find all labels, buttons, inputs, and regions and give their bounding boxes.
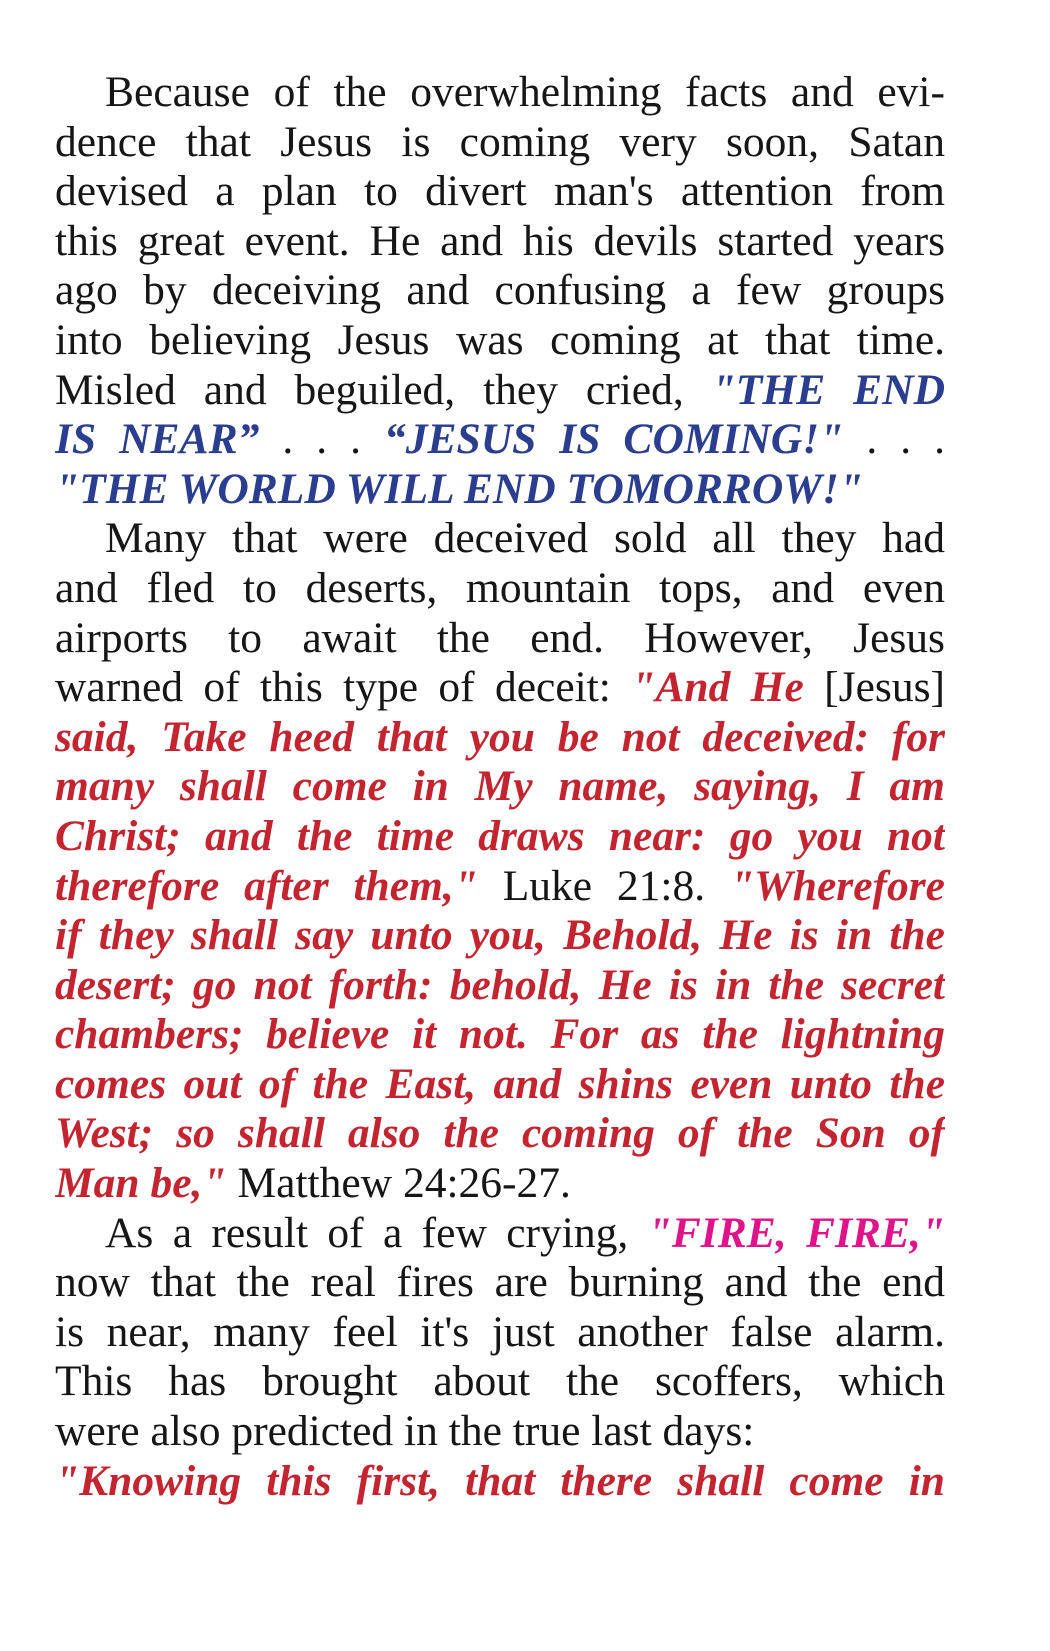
quote-text: said, Take heed that you be not deceived: for xyxy=(55,712,945,761)
text-line xyxy=(55,762,945,812)
quote-text: West; so shall also the coming of the Son of xyxy=(55,1109,945,1158)
text-line xyxy=(55,812,945,862)
quote-text: if they shall say unto you, Behold, He is in the xyxy=(55,911,945,960)
paragraph xyxy=(55,1209,945,1507)
text-line xyxy=(55,1159,945,1209)
text-line xyxy=(55,316,945,366)
text-line xyxy=(55,713,945,763)
text-line xyxy=(55,663,945,713)
quote-text: "THE WORLD WILL END TOMORROW!" xyxy=(55,464,864,513)
text-line xyxy=(55,266,945,316)
text-line xyxy=(55,68,945,118)
text-line xyxy=(55,465,945,515)
body-text: . . . xyxy=(259,415,384,464)
text-line xyxy=(55,1258,945,1308)
text-line xyxy=(55,1407,945,1457)
text-line xyxy=(55,1109,945,1159)
quote-text: IS NEAR” xyxy=(55,415,260,464)
quote-text: “JESUS IS COMING!" xyxy=(383,415,844,464)
quote-text: many shall come in My name, saying, I am xyxy=(55,762,945,811)
body-text: is near, many feel it's just another false alarm. xyxy=(55,1307,945,1356)
body-text: now that the real fires are burning and the end xyxy=(55,1258,945,1307)
text-line xyxy=(55,118,945,168)
body-text: Many that were deceived sold all they had xyxy=(105,514,945,563)
text-line xyxy=(55,514,945,564)
body-text: and fled to deserts, mountain tops, and even xyxy=(55,563,945,612)
body-text: this great event. He and his devils started years xyxy=(55,216,945,265)
quote-text: chambers; believe it not. For as the lightning xyxy=(55,1010,945,1059)
body-text: [Jesus] xyxy=(803,663,945,712)
quote-text: "Knowing this first, that there shall come in xyxy=(55,1456,945,1505)
quote-text: Man be," xyxy=(55,1159,227,1208)
body-text: dence that Jesus is coming very soon, Satan xyxy=(55,117,945,166)
text-line xyxy=(55,1209,945,1259)
text-line xyxy=(55,366,945,416)
body-text: devised a plan to divert man's attention from xyxy=(55,167,945,216)
text-line xyxy=(55,614,945,664)
text-line xyxy=(55,415,945,465)
text-line xyxy=(55,1308,945,1358)
quote-text: "FIRE, FIRE," xyxy=(647,1208,945,1257)
text-line xyxy=(55,1010,945,1060)
text-line xyxy=(55,217,945,267)
body-text: Matthew 24:26-27. xyxy=(226,1159,571,1208)
body-text: airports to await the end. However, Jesus xyxy=(55,613,945,662)
paragraph xyxy=(55,514,945,1208)
body-text: warned of this type of deceit: xyxy=(55,663,632,712)
body-text: Because of the overwhelming facts and evi- xyxy=(105,68,945,116)
quote-text: Christ; and the time draws near: go you not xyxy=(55,811,945,860)
quote-text: therefore after them," xyxy=(55,861,478,910)
text-line xyxy=(55,1457,945,1507)
paragraph xyxy=(55,68,945,514)
body-text: Luke 21:8. xyxy=(477,861,730,910)
quote-text: "Wherefore xyxy=(729,861,945,910)
body-text: ago by deceiving and confusing a few groups xyxy=(55,266,945,315)
text-line xyxy=(55,961,945,1011)
quote-text: "THE END xyxy=(711,365,945,414)
text-line xyxy=(55,1357,945,1407)
body-text: were also predicted in the true last days: xyxy=(55,1407,755,1456)
body-text: . . . xyxy=(843,415,945,464)
body-text: into believing Jesus was coming at that time. xyxy=(55,315,945,364)
text-line xyxy=(55,1060,945,1110)
body-text: Misled and beguiled, they cried, xyxy=(55,365,712,414)
text-line xyxy=(55,167,945,217)
text-line xyxy=(55,564,945,614)
quote-text: comes out of the East, and shins even unto the xyxy=(55,1059,945,1108)
text-line xyxy=(55,911,945,961)
quote-text: desert; go not forth: behold, He is in the secret xyxy=(55,960,945,1009)
quote-text: "And He xyxy=(631,663,804,712)
body-text: As a result of a few crying, xyxy=(105,1208,648,1257)
text-line xyxy=(55,862,945,912)
body-text: This has brought about the scoffers, which xyxy=(55,1357,945,1406)
document-page xyxy=(55,68,945,1506)
